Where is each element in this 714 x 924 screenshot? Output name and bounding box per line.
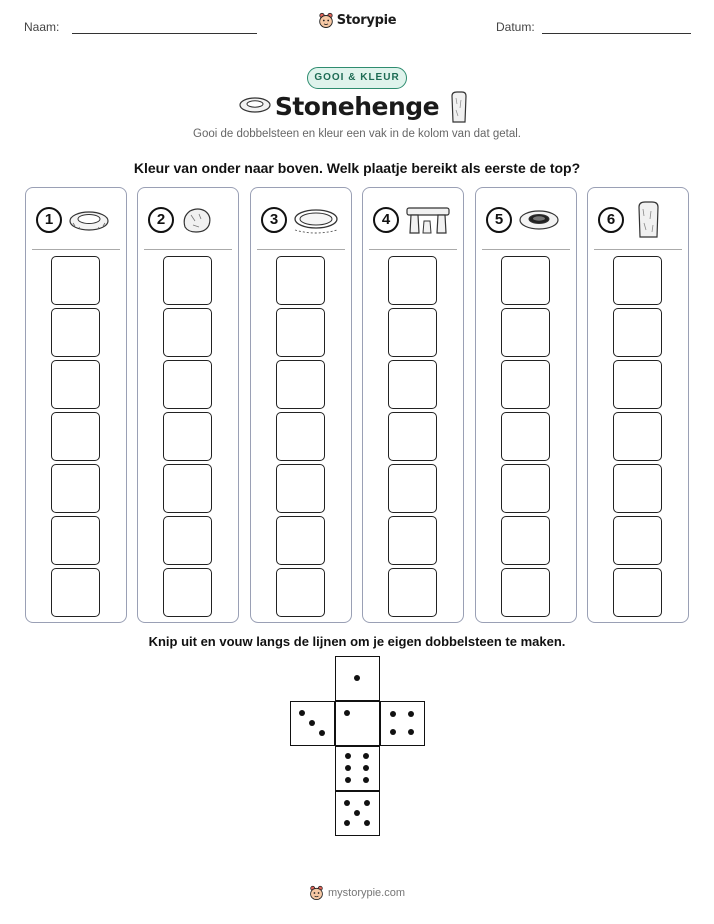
storypie-mascot-icon [318, 12, 334, 29]
page-subtitle: Gooi de dobbelsteen en kleur een vak in de kolom van dat getal. [193, 128, 521, 140]
column-number: 1 [36, 207, 62, 233]
dice-face-3 [290, 701, 335, 746]
column-divider [257, 249, 345, 250]
color-cell[interactable] [163, 412, 212, 461]
color-cell[interactable] [276, 412, 325, 461]
dice-pip [364, 820, 370, 826]
dice-pip [309, 720, 315, 726]
instruction-text: Kleur van onder naar boven. Welk plaatje bereikt als eerste de top? [133, 160, 581, 176]
color-cell[interactable] [51, 412, 100, 461]
column-number: 2 [148, 207, 174, 233]
date-label: Datum: [496, 20, 535, 34]
color-cell[interactable] [388, 256, 437, 305]
dice-pip [390, 729, 396, 735]
name-line[interactable] [72, 33, 257, 34]
color-cell[interactable] [501, 516, 550, 565]
color-cell[interactable] [276, 464, 325, 513]
color-cell[interactable] [276, 360, 325, 409]
dice-pip [319, 730, 325, 736]
column-2 [137, 187, 239, 623]
column-6 [587, 187, 689, 623]
dice-pip [408, 729, 414, 735]
column-divider [482, 249, 570, 250]
column-divider [32, 249, 120, 250]
color-cell[interactable] [501, 308, 550, 357]
date-line[interactable] [542, 33, 691, 34]
dice-pip [345, 753, 351, 759]
column-header [261, 202, 341, 238]
column-number: 4 [373, 207, 399, 233]
color-cell[interactable] [163, 308, 212, 357]
color-cell[interactable] [163, 360, 212, 409]
cut-instruction: Knip uit en vouw langs de lijnen om je eigen dobbelsteen te maken. [148, 634, 566, 649]
color-cell[interactable] [388, 568, 437, 617]
brand-logo [0, 12, 714, 29]
column-5 [475, 187, 577, 623]
color-cell[interactable] [51, 308, 100, 357]
color-cell[interactable] [388, 360, 437, 409]
color-cell[interactable] [388, 516, 437, 565]
color-cell[interactable] [613, 360, 662, 409]
color-cell[interactable] [613, 308, 662, 357]
column-number: 3 [261, 207, 287, 233]
color-cell[interactable] [613, 464, 662, 513]
column-divider [369, 249, 457, 250]
footer-url[interactable]: mystorypie.com [327, 887, 406, 899]
color-cell[interactable] [276, 516, 325, 565]
color-cell[interactable] [388, 464, 437, 513]
dice-face-1 [335, 701, 380, 746]
color-cell[interactable] [501, 412, 550, 461]
color-cell[interactable] [276, 308, 325, 357]
color-cell[interactable] [51, 516, 100, 565]
column-header [598, 202, 678, 238]
column-header [36, 202, 116, 238]
dice-pip [363, 765, 369, 771]
dice-pip [390, 711, 396, 717]
color-cell[interactable] [51, 360, 100, 409]
column-1 [25, 187, 127, 623]
column-header [148, 202, 228, 238]
dice-face-5 [335, 791, 380, 836]
brand-name: Storypie [336, 13, 397, 28]
boulder-icon [179, 205, 215, 235]
dice-face-1 [335, 656, 380, 701]
dice-pip [408, 711, 414, 717]
color-cell[interactable] [163, 516, 212, 565]
standing-stone-icon [449, 90, 469, 124]
color-cell[interactable] [388, 412, 437, 461]
standing-stone-icon [629, 199, 669, 239]
dice-pip [344, 800, 350, 806]
color-cell[interactable] [501, 360, 550, 409]
ring-ditch-icon [517, 205, 561, 235]
name-label: Naam: [24, 20, 60, 34]
column-number: 5 [486, 207, 512, 233]
dice-face-6 [335, 746, 380, 791]
dice-pip [363, 753, 369, 759]
color-cell[interactable] [501, 256, 550, 305]
column-number: 6 [598, 207, 624, 233]
dice-pip [363, 777, 369, 783]
dice-face-4 [380, 701, 425, 746]
color-cell[interactable] [163, 464, 212, 513]
color-cell[interactable] [51, 464, 100, 513]
column-divider [594, 249, 682, 250]
column-header [373, 202, 453, 238]
activity-badge: GOOI & KLEUR [307, 67, 407, 89]
color-cell[interactable] [501, 568, 550, 617]
storypie-mascot-icon [309, 885, 324, 901]
dice-pip [354, 810, 360, 816]
color-cell[interactable] [613, 256, 662, 305]
footer [0, 885, 714, 901]
color-cell[interactable] [163, 256, 212, 305]
color-cell[interactable] [388, 308, 437, 357]
page-title: Stonehenge [274, 92, 440, 121]
color-cell[interactable] [613, 412, 662, 461]
color-cell[interactable] [276, 256, 325, 305]
column-header [486, 202, 566, 238]
color-cell[interactable] [163, 568, 212, 617]
dice-pip [344, 820, 350, 826]
dice-pip [345, 777, 351, 783]
color-cell[interactable] [51, 256, 100, 305]
dice-pip [364, 800, 370, 806]
stone-ring-icon [67, 205, 111, 235]
dice-pip [344, 710, 350, 716]
column-4 [362, 187, 464, 623]
dice-pip [299, 710, 305, 716]
dice-pip [345, 765, 351, 771]
color-cell[interactable] [276, 568, 325, 617]
dice-pip [354, 675, 360, 681]
column-divider [144, 249, 232, 250]
color-cell[interactable] [613, 516, 662, 565]
color-cell[interactable] [51, 568, 100, 617]
color-cell[interactable] [613, 568, 662, 617]
column-3 [250, 187, 352, 623]
color-cell[interactable] [501, 464, 550, 513]
flat-stone-circle-icon [292, 205, 340, 235]
trilithon-icon [404, 204, 452, 236]
